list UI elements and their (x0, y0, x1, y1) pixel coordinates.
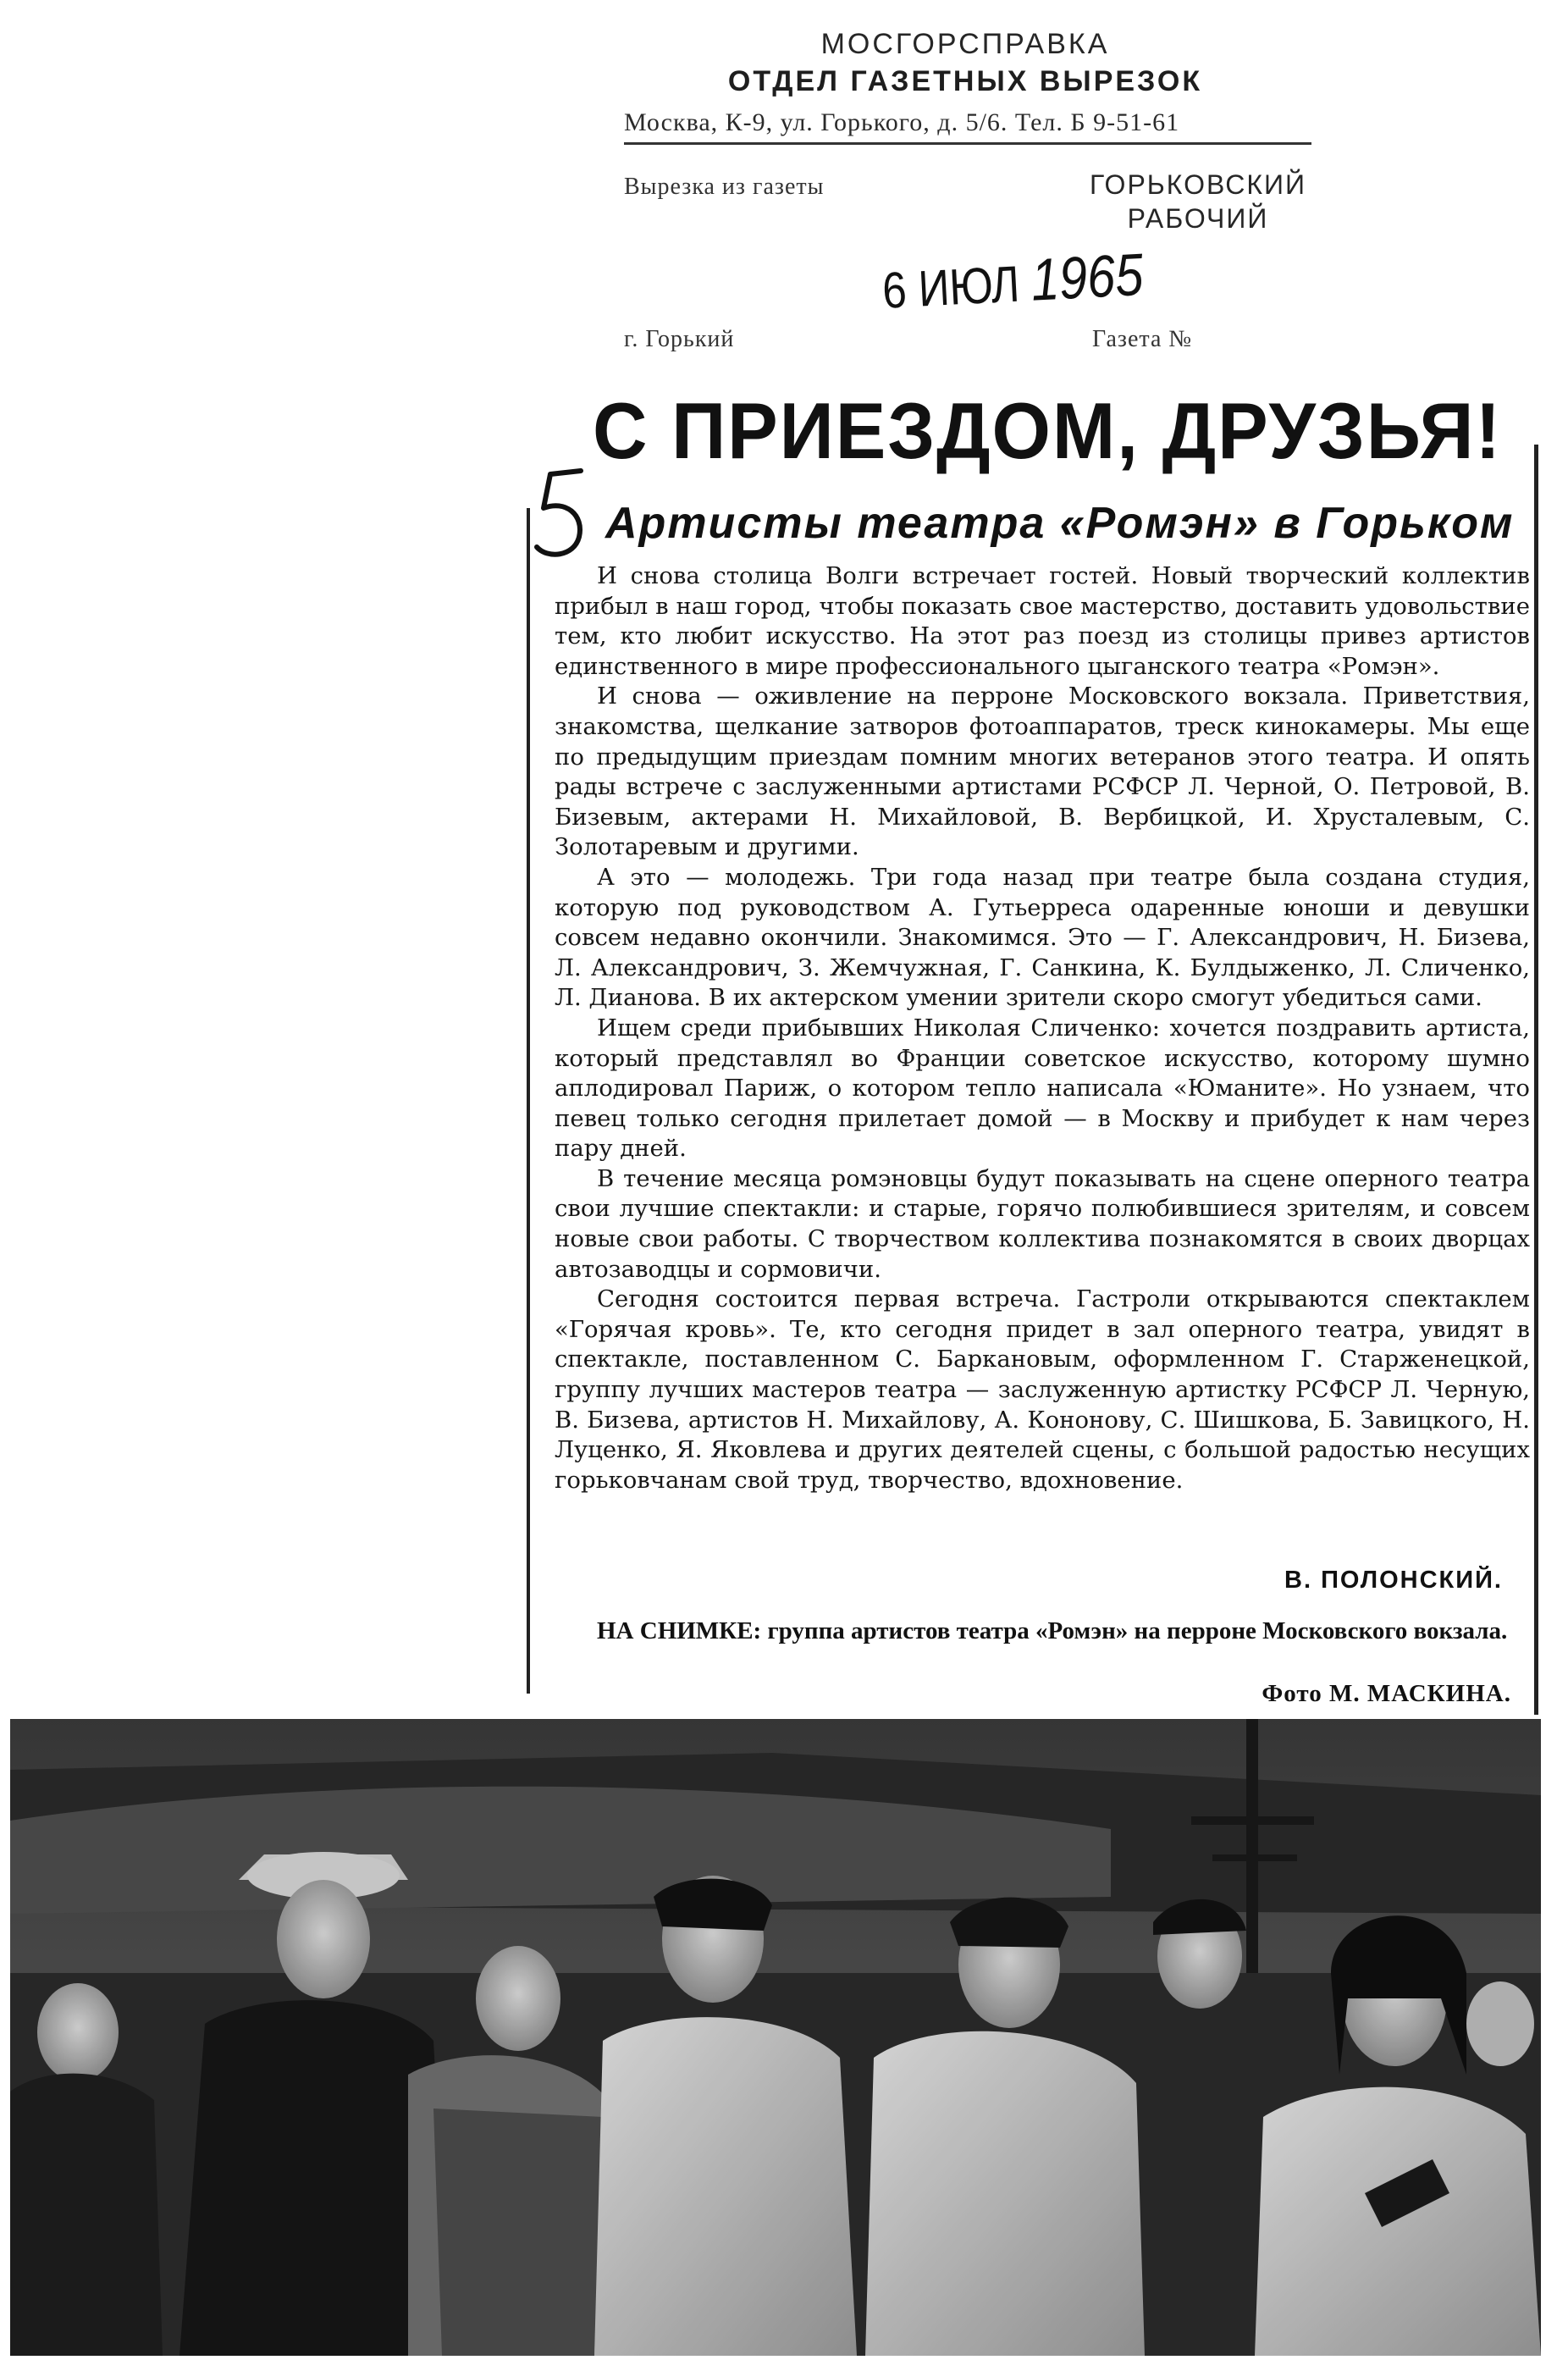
article-paragraph: А это — молодежь. Три года назад при театре была создана студия, которую под руководством А. Гутьерреса одаренные юноши и девушки совсем недавно окончили. Знакомимся. Это — Г. Александрович, Н. Бизева, Л. Александрович, З. Жемчужная, Г. Санкина, К. Булдыженко, Л. Сличенко, Л. Дианова. В их актерском умении зрители скоро смогут убедиться сами. (555, 863, 1530, 1012)
group-photo (10, 1719, 1541, 2356)
date-stamp-day-month: 6 ИЮЛ (881, 255, 1021, 319)
article-paragraph: В течение месяца ромэновцы будут показывать на сцене оперного театра свои лучшие спектакли: и старые, горячо полюбившиеся зрителям, и совсем новые свои работы. С творчеством коллектива познакомятся в своих дворцах автозаводцы и сормовичи. (555, 1164, 1530, 1283)
column-rule-right (1534, 445, 1538, 1715)
agency-address: Москва, К-9, ул. Горького, д. 5/6. Тел. Б 9-51-61 (624, 108, 1311, 145)
article-body (555, 561, 1530, 1495)
issue-label: Газета № (1092, 326, 1193, 352)
newspaper-name-line2: РАБОЧИЙ (1127, 203, 1269, 234)
photo-caption: НА СНИМКЕ: группа артистов театра «Ромэн» на перроне Московского вокзала. (597, 1617, 1508, 1644)
article-paragraph: И снова — оживление на перроне Московского вокзала. Приветствия, знакомства, щелкание затворов фотоаппаратов, треск кинокамеры. Мы еще по предыдущим приездам помним многих ветеранов этого театра. И опять рады встрече с заслуженными артистами РСФСР Л. Черной, О. Петровой, В. Бизевым, актерами Н. Михайловой, В. Вербицкой, И. Хрусталевым, С. Золотаревым и другими. (555, 683, 1530, 861)
handwritten-margin-mark (532, 464, 591, 566)
article-author: В. ПОЛОНСКИЙ. (1284, 1567, 1503, 1594)
article-paragraph: Ищем среди прибывших Николая Сличенко: хочется поздравить артиста, который представлял во Франции советское искусство, которому шумно аплодировал Париж, о котором тепло написала «Юманите». Но узнаем, что певец только сегодня прилетает домой — в Москву и прибудет к нам через пару дней. (555, 1014, 1530, 1163)
clip-label: Вырезка из газеты (624, 174, 825, 200)
department-name: ОТДЕЛ ГАЗЕТНЫХ ВЫРЕЗОК (727, 65, 1203, 97)
date-stamp (881, 240, 1145, 322)
article-subheadline: Артисты театра «Ромэн» в Горьком (605, 499, 1515, 548)
group-photo-image (10, 1719, 1541, 2356)
newspaper-name (1058, 168, 1338, 235)
article-paragraph: Сегодня состоится первая встреча. Гастроли открываются спектаклем «Горячая кровь». Те, кто сегодня придет в зал оперного театра, увидят в спектакле, поставленном С. Баркановым, оформленном Г. Старженецкой, группу лучших мастеров театра — заслуженную артистку РСФСР Л. Черную, В. Бизева, артистов Н. Михайлову, А. Кононову, С. Шишкова, Б. Завицкого, Н. Луценко, Я. Яковлева и других деятелей сцены, с большой радостью несущих горьковчанам свой труд, творчество, вдохновение. (555, 1285, 1530, 1494)
clipping-header (618, 25, 1312, 100)
article-paragraph: И снова столица Волги встречает гостей. Новый творческий коллектив прибыл в наш город, чтобы показать свое мастерство, доставить удовольствие тем, кто любит искусство. На этот раз поезд из столицы привез артистов единственного в мире профессионального цыганского театра «Ромэн». (555, 562, 1530, 680)
city-label: г. Горький (624, 326, 735, 352)
newspaper-name-line1: ГОРЬКОВСКИЙ (1090, 169, 1306, 200)
photo-credit: Фото М. МАСКИНА. (1262, 1680, 1511, 1707)
agency-name: МОСГОРСПРАВКА (820, 28, 1110, 60)
column-rule-left (527, 508, 530, 1694)
date-stamp-year: 1965 (1029, 240, 1146, 313)
article-headline: С ПРИЕЗДОМ, ДРУЗЬЯ! (593, 386, 1503, 475)
